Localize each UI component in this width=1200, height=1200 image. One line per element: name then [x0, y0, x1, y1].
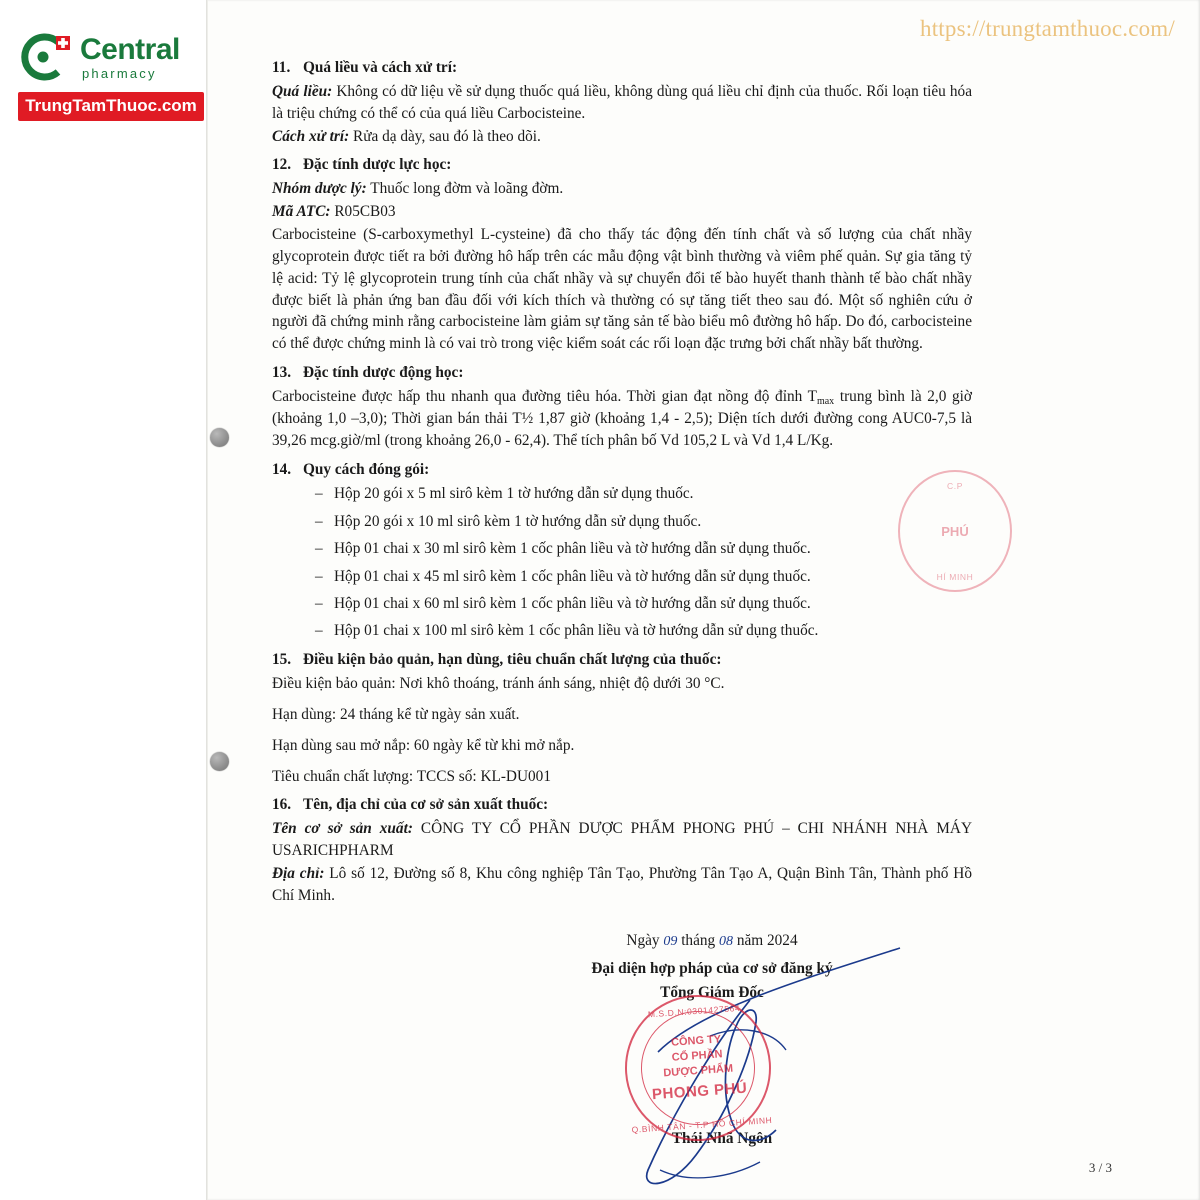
section-16-para-1-lead: Tên cơ sở sản xuất: [272, 820, 413, 838]
section-16-title: Tên, địa chỉ của cơ sở sản xuất thuốc: [303, 796, 549, 814]
list-item: – Hộp 20 gói x 5 ml sirô kèm 1 tờ hướng dẫn sử dụng thuốc. [272, 483, 972, 505]
logo-banner[interactable]: TrungTamThuoc.com [18, 92, 204, 121]
stamp-registration-code: M.S.D.N:0301427564 [647, 1002, 741, 1020]
section-12-para-2-lead: Mã ATC: [272, 203, 331, 221]
date-month-handwritten: 08 [719, 934, 734, 949]
hole-punch-bottom [210, 752, 229, 771]
section-13-title: Đặc tính dược động học: [303, 364, 464, 382]
section-14-title: Quy cách đóng gói: [303, 460, 430, 478]
stamp-line-3: DƯỢC PHẨM [662, 1062, 734, 1080]
central-pharmacy-icon [18, 30, 72, 84]
section-11-para-2-text: Rửa dạ dày, sau đó là theo dõi. [349, 127, 541, 145]
hole-punch-top [210, 428, 229, 447]
section-11-para-2 [272, 126, 972, 148]
section-13-para-1: Carbocisteine được hấp thu nhanh qua đường tiêu hóa. Thời gian đạt nồng độ đỉnh $T_{max}$ trung bình là 2,0 giờ (khoảng 1,0 –3,0); Thời gian bán thải T½ 1,87 giờ (khoảng 1,4 - 2,5); Diện tích dưới đường cong AUC0-7,5 là 39,26 mcg.giờ/ml (trong khoảng 26,0 - 62,4). Thể tích phân bố Vd 105,2 L và Vd 1,4 L/Kg. [272, 388, 972, 449]
date-day-handwritten: 09 [663, 934, 678, 949]
section-16-para-1 [272, 818, 972, 862]
section-11-title: Quá liều và cách xử trí: [303, 59, 458, 76]
signature-name: Thái Nhã Ngôn [671, 1130, 773, 1147]
section-16-para-2-text: Lô số 12, Đường số 8, Khu công nghiệp Tân Tạo, Phường Tân Tạo A, Quận Bình Tân, Thành phố Hồ Chí Minh. [272, 865, 972, 904]
section-12-para-1-lead: Nhóm dược lý: [272, 180, 367, 198]
watermark-url: https://trungtamthuoc.com/ [920, 16, 1175, 41]
date-prefix: Ngày [626, 932, 660, 949]
section-16-heading [272, 794, 972, 816]
faded-stamp-center: PHÚ [941, 523, 969, 539]
section-15-para-2: Hạn dùng: 24 tháng kể từ ngày sản xuất. [272, 705, 520, 723]
section-11-para-1-text: Không có dữ liệu về sử dụng thuốc quá liều, không dùng quá liều chỉ định của thuốc. Rối loạn tiêu hóa là triệu chứng có thể có của quá liều Carbocisteine. [272, 82, 972, 122]
section-11 [272, 57, 972, 147]
section-16 [272, 794, 972, 906]
signature-title: Tổng Giám Đốc [660, 984, 764, 1001]
section-12-title: Đặc tính dược lực học: [303, 156, 452, 174]
section-14 [272, 459, 972, 643]
date-mid: tháng [681, 932, 716, 949]
logo-subtitle: pharmacy [82, 65, 157, 81]
section-12-para-1 [272, 178, 972, 200]
section-15-para-4: Tiêu chuẩn chất lượng: TCCS số: KL-DU001 [272, 767, 551, 785]
section-14-heading [272, 459, 972, 481]
list-item: – Hộp 01 chai x 100 ml sirô kèm 1 cốc phân liều và tờ hướng dẫn sử dụng thuốc. [272, 620, 972, 642]
section-11-para-2-lead: Cách xử trí: [272, 127, 350, 145]
section-16-para-2-lead: Địa chỉ: [272, 865, 325, 882]
section-15-para-3: Hạn dùng sau mở nắp: 60 ngày kể từ khi mở nắp. [272, 736, 575, 754]
date-suffix: năm 2024 [736, 932, 798, 949]
section-11-number: 11. [272, 59, 291, 76]
section-12-para-1-text: Thuốc long đờm và loãng đờm. [366, 180, 564, 198]
faded-stamp-arc-top: C.P [947, 481, 963, 491]
signature-representative-label: Đại diện hợp pháp của cơ sở đăng ký [591, 960, 833, 977]
section-12-para-2-text: R05CB03 [330, 203, 396, 221]
section-12-para-2 [272, 201, 972, 223]
list-item: – Hộp 01 chai x 30 ml sirô kèm 1 cốc phân liều và tờ hướng dẫn sử dụng thuốc. [272, 538, 972, 560]
logo-title: Central [80, 32, 180, 66]
brand-logo-block[interactable] [18, 30, 218, 121]
section-16-number: 16. [272, 796, 292, 814]
stamp-line-1: CÔNG TY [670, 1033, 722, 1049]
packaging-list [272, 483, 972, 642]
list-item: – Hộp 20 gói x 10 ml sirô kèm 1 tờ hướng dẫn sử dụng thuốc. [272, 511, 972, 533]
stamp-line-2: CỔ PHẦN [671, 1048, 723, 1064]
section-11-para-1-lead: Quá liều: [272, 82, 333, 100]
section-12 [272, 154, 972, 355]
section-12-number: 12. [272, 156, 292, 174]
section-14-number: 14. [272, 460, 292, 478]
section-15-para-1: Điều kiện bảo quản: Nơi khô thoáng, tránh ánh sáng, nhiệt độ dưới 30 °C. [272, 674, 725, 692]
section-15-heading [272, 649, 972, 671]
document-body [272, 50, 972, 909]
section-13 [272, 362, 972, 451]
section-16-para-2 [272, 863, 972, 907]
section-16-para-1-text: CÔNG TY CỔ PHẦN DƯỢC PHẨM PHONG PHÚ – CHI NHÁNH NHÀ MÁY USARICHPHARM [272, 820, 972, 860]
section-15-title: Điều kiện bảo quản, hạn dùng, tiêu chuẩn chất lượng của thuốc: [303, 651, 722, 669]
stamp-line-4: PHONG PHÚ [651, 1079, 748, 1103]
signature-date [452, 932, 972, 950]
section-12-heading [272, 154, 972, 176]
left-white-margin [0, 0, 206, 1200]
list-item: – Hộp 01 chai x 60 ml sirô kèm 1 cốc phân liều và tờ hướng dẫn sử dụng thuốc. [272, 593, 972, 615]
section-13-heading [272, 362, 972, 384]
signature-block [272, 932, 972, 1148]
section-12-para-3: Carbocisteine (S-carboxymethyl L-cysteine) đã cho thấy tác động đến tính chất và số lượng của chất nhầy glycoprotein được tiết ra bởi đường hô hấp trên các mẫu động vật bình thường và viêm phế quản. Sự gia tăng tỷ lệ acid: Tỷ lệ glycoprotein trung tính của chất nhầy và sự chuyển đổi tế bào huyết thanh thành tế bào chất nhầy được biết là phản ứng ban đầu đối với kích thích và thường có sự tăng tiết theo sau đó. Một số nghiên cứu ở người đã chứng minh rằng carbocisteine làm giảm sự tăng sản tế bào biểu mô đường hô hấp. Do đó, carbocisteine có thể được chứng minh là có vai trò trong việc kiểm soát các rối loạn đặc trưng bởi chất nhầy bất thường. [272, 226, 972, 353]
stamp-arc-bottom: Q.BÌNH TÂN - T.P HỒ CHÍ MINH [631, 1114, 773, 1135]
list-item: – Hộp 01 chai x 45 ml sirô kèm 1 cốc phân liều và tờ hướng dẫn sử dụng thuốc. [272, 566, 972, 588]
faded-stamp-arc-bottom: HÍ MINH [936, 572, 974, 582]
section-13-number: 13. [272, 364, 292, 382]
section-11-para-1 [272, 81, 972, 125]
section-11-heading [272, 57, 972, 79]
page-number: 3 / 3 [1088, 1160, 1112, 1175]
section-15-number: 15. [272, 651, 292, 669]
section-15 [272, 649, 972, 787]
